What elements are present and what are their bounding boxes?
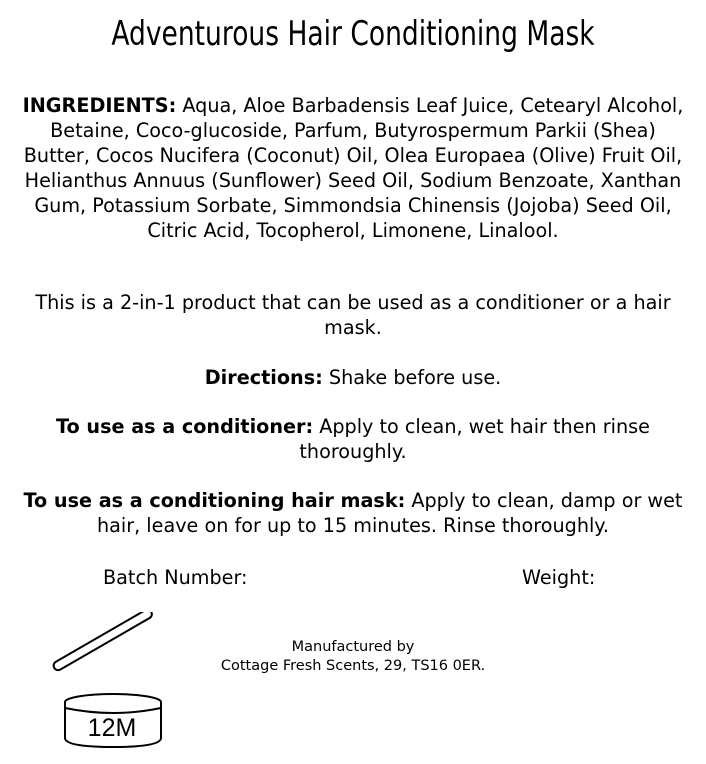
product-title: Adventurous Hair Conditioning Mask xyxy=(111,14,595,54)
ingredients-text: Aqua, Aloe Barbadensis Leaf Juice, Cetearyl Alcohol, Betaine, Coco-glucoside, Parfum, Butyrospermum Parkii (Shea) Butter, Cocos Nucifera (Coconut) Oil, Olea Europaea (Olive) Fruit Oil, Helianthus Annuus (Sunflower) Seed Oil, Sodium Benzoate, Xanthan Gum, Potassium Sorbate, Simmondsia Chinensis (Jojoba) Seed Oil, Citric Acid, Tocopherol, Limonene, Linalool. xyxy=(23,94,684,242)
conditioner-usage-label: To use as a conditioner: xyxy=(56,415,314,438)
manufacturer-line-1: Manufactured by xyxy=(291,639,415,655)
mask-usage-text: Apply to clean, damp or wet hair, leave on for up to 15 minutes. Rinse thoroughly. xyxy=(96,489,683,537)
directions-section xyxy=(14,365,692,390)
manufacturer-line-2: Cottage Fresh Scents, 29, TS16 0ER. xyxy=(220,658,486,674)
ingredients-label: INGREDIENTS: xyxy=(22,94,177,117)
conditioner-usage-section xyxy=(24,414,682,464)
manufacturer-info xyxy=(190,638,516,676)
batch-number-label: Batch Number: xyxy=(103,566,248,589)
mask-usage-section xyxy=(14,488,692,538)
weight-label: Weight: xyxy=(522,566,596,589)
pao-period-text: 12M xyxy=(87,714,137,742)
ingredients-section xyxy=(14,93,692,243)
mask-usage-label: To use as a conditioning hair mask: xyxy=(23,489,406,512)
conditioner-usage-text: Apply to clean, wet hair then rinse thoroughly. xyxy=(299,415,650,463)
directions-text: Shake before use. xyxy=(322,366,502,389)
product-description: This is a 2-in-1 product that can be used as a conditioner or a hair mask. xyxy=(35,291,671,339)
directions-label: Directions: xyxy=(204,366,323,389)
open-jar-icon xyxy=(50,612,164,750)
